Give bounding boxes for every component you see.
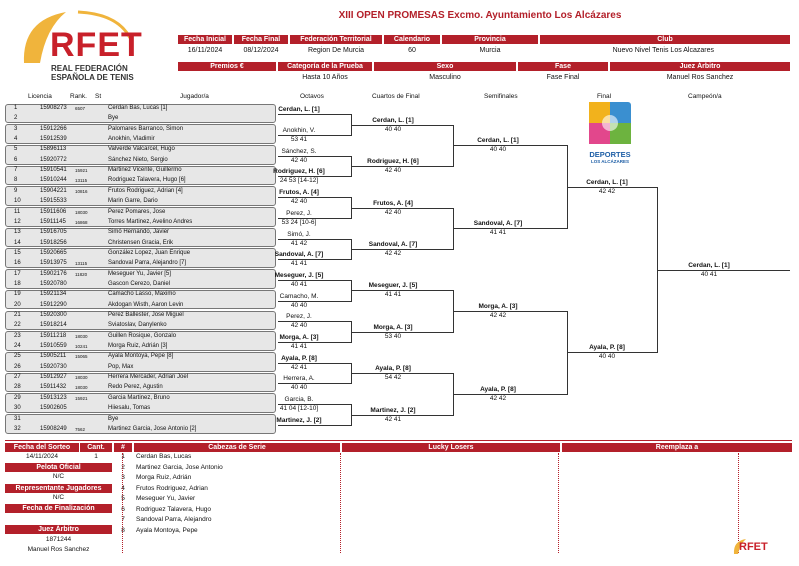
- champion-name: Cerdan, L. [1]: [688, 261, 730, 269]
- player-name: Hiiesalu, Tomas: [108, 405, 151, 412]
- bracket-player: Frutos, A. [4]: [373, 199, 413, 207]
- player-row: [0, 166, 276, 175]
- player-number: 19: [14, 291, 21, 298]
- player-rank: 13115: [75, 178, 88, 184]
- seed-name: Cerdan Bas, Lucas: [136, 453, 192, 460]
- bracket-score: 41 41: [290, 343, 308, 351]
- player-row: [0, 394, 276, 403]
- player-number: 14: [14, 239, 21, 246]
- player-licencia: 15904221: [40, 187, 67, 194]
- bracket-player: Cerdan, L. [1]: [586, 178, 628, 186]
- rfet-logo: [18, 8, 168, 90]
- player-licencia: 15912539: [40, 136, 67, 143]
- player-name: Sánchez Nieto, Sergio: [108, 156, 168, 163]
- player-licencia: 15920665: [40, 249, 67, 256]
- sep-3: [558, 453, 559, 553]
- player-row: [0, 290, 276, 299]
- player-name: Bye: [108, 115, 119, 122]
- bracket-score: 42 40: [384, 208, 402, 216]
- bracket-player: Sandoval, A. [7]: [274, 251, 324, 259]
- player-number: 9: [14, 187, 18, 194]
- info1-header-4: Provincia: [442, 35, 538, 44]
- col-cuartos: Cuartos de Final: [372, 93, 420, 100]
- bracket-score: 41 04 [12-10]: [279, 405, 319, 413]
- player-licencia: 15905211: [40, 353, 67, 360]
- bracket-player: Ayala, P. [8]: [281, 354, 317, 362]
- sponsor-emblem-icon: [585, 100, 635, 148]
- bracket-score: 41 41: [384, 291, 402, 299]
- col-semifinales: Semifinales: [484, 93, 518, 100]
- info1-header-3: Calendario: [384, 35, 440, 44]
- seed-name: Sandoval Parra, Alejandro: [136, 516, 212, 523]
- bracket-player: Rodriguez, H. [6]: [367, 158, 419, 166]
- player-row: [0, 104, 276, 113]
- player-number: 17: [14, 270, 21, 277]
- bracket-score: 42 40: [384, 167, 402, 175]
- bracket-player: Morga, A. [3]: [373, 323, 413, 331]
- player-row: [0, 145, 276, 154]
- player-name: Palomares Barranco, Simon: [108, 125, 184, 132]
- player-licencia: 15915533: [40, 198, 67, 205]
- player-rank: 15921: [75, 168, 88, 174]
- bottom-h-cabezas: Cabezas de Serie: [134, 443, 340, 452]
- player-name: Christensen Gracia, Erik: [108, 239, 174, 246]
- player-row: [0, 208, 276, 217]
- col-campeon: Campeón/a: [688, 93, 722, 100]
- player-row: [0, 187, 276, 196]
- player-row: [0, 342, 276, 351]
- player-row: [0, 404, 276, 413]
- player-row: [0, 197, 276, 206]
- bracket-player: Garcia, B.: [284, 396, 314, 404]
- player-rank: 7562: [75, 426, 86, 432]
- player-row: [0, 249, 276, 258]
- bracket-score: 54 42: [384, 374, 402, 382]
- col-licencia: Licencia: [28, 93, 52, 100]
- player-name: Redo Perez, Agustin: [108, 384, 163, 391]
- player-name: Pop, Max: [108, 363, 134, 370]
- player-number: 1: [14, 105, 18, 111]
- bracket-score: 41 41: [290, 260, 308, 268]
- info2-header-2: Sexo: [374, 62, 516, 71]
- col-jugador: Jugador/a: [180, 93, 209, 100]
- bracket-score: 40 41: [290, 280, 308, 288]
- col-rank: Rank.: [70, 93, 87, 100]
- player-number: 25: [14, 353, 21, 360]
- bracket-score: 42 42: [598, 187, 616, 195]
- player-name: Rodriguez Talavera, Hugo [6]: [108, 177, 186, 184]
- player-row: [0, 228, 276, 237]
- player-licencia: 15912927: [40, 374, 67, 381]
- player-row: [0, 415, 276, 424]
- bracket-score: 40 40: [384, 125, 402, 133]
- player-number: 31: [14, 415, 21, 422]
- info2-value-1: Hasta 10 Años: [302, 74, 348, 81]
- player-name: Torres Martinez, Avelino Andres: [108, 218, 193, 225]
- player-number: 22: [14, 322, 21, 329]
- player-number: 5: [14, 146, 18, 153]
- player-rank: 10241: [75, 344, 88, 350]
- player-licencia: 15911218: [40, 332, 67, 339]
- bracket-score: 53 41: [290, 136, 308, 144]
- bottom-h-cant: Cant.: [80, 443, 112, 452]
- sponsor-logo: [585, 100, 635, 170]
- player-licencia: 15920780: [40, 280, 67, 287]
- bracket-score: 42 42: [384, 249, 402, 257]
- player-number: 13: [14, 229, 21, 236]
- player-row: [0, 114, 276, 123]
- bracket-player: Perez, J.: [286, 313, 312, 321]
- info2-value-2: Masculino: [429, 74, 461, 81]
- col-octavos: Octavos: [300, 93, 324, 100]
- player-row: [0, 156, 276, 165]
- bottom-h-reemplaza: Reemplaza a: [562, 443, 792, 452]
- seed-name: Frutos Rodriguez, Adrian: [136, 484, 208, 492]
- player-name: Anokhin, Vladimir: [108, 136, 155, 143]
- player-number: 24: [14, 343, 21, 350]
- player-name: Bye: [108, 415, 119, 422]
- player-number: 18: [14, 280, 21, 287]
- player-number: 28: [14, 384, 21, 391]
- player-licencia: 15910244: [40, 177, 67, 184]
- logo-line2: ESPAÑOLA DE TENIS: [51, 73, 134, 82]
- player-name: Akdogan Wisth, Aaron Levin: [108, 301, 184, 308]
- bracket-player: Meseguer, J. [5]: [274, 271, 324, 279]
- bracket-score: 40 40: [598, 353, 616, 361]
- player-name: Camacho Lasso, Maximo: [108, 291, 176, 298]
- player-name: Garcia Martinez, Bruno: [108, 394, 170, 401]
- player-number: 15: [14, 249, 21, 256]
- player-licencia: 15896113: [40, 146, 67, 153]
- player-rank: 6507: [75, 106, 86, 111]
- info2-header-0: Premios €: [178, 62, 276, 71]
- player-licencia: 15912266: [40, 125, 67, 132]
- bottom-h-final: Fecha de Finalización: [5, 504, 112, 513]
- player-number: 16: [14, 260, 21, 267]
- seed-number: 4: [121, 484, 125, 492]
- bracket-player: Cerdan, L. [1]: [477, 137, 519, 145]
- player-name: Guillen Rosique, Gonzalo: [108, 332, 177, 339]
- bracket-player: Anokhin, V.: [282, 127, 316, 135]
- player-number: 30: [14, 405, 21, 412]
- bottom-h-sorteo: Fecha del Sorteo: [5, 443, 79, 452]
- seed-number: 5: [121, 495, 125, 502]
- sorteo-date: 14/11/2024: [25, 453, 59, 460]
- info2-header-4: Juez Árbitro: [610, 62, 790, 71]
- player-number: 7: [14, 167, 18, 174]
- info1-value-3: 60: [408, 47, 416, 54]
- bottom-h-lucky: Lucky Losers: [342, 443, 560, 452]
- player-number: 4: [14, 136, 18, 143]
- player-number: 8: [14, 177, 18, 184]
- info1-value-2: Region De Murcia: [307, 47, 365, 54]
- player-licencia: 15902605: [40, 405, 67, 412]
- col-final: Final: [597, 93, 612, 100]
- player-number: 12: [14, 218, 21, 225]
- bracket-player: Perez, J.: [286, 209, 312, 217]
- player-rank: 18030: [75, 375, 88, 381]
- player-licencia: 15910559: [40, 343, 67, 350]
- player-name: Herrera Mercader, Adrian Joel: [108, 374, 189, 381]
- bracket-score: 42 40: [290, 156, 308, 164]
- player-licencia: 15902176: [40, 270, 67, 277]
- bracket-player: Meseguer, J. [5]: [368, 282, 418, 290]
- player-row: [0, 135, 276, 144]
- player-name: González Lopez, Juan Enrique: [108, 249, 191, 256]
- player-row: [0, 270, 276, 279]
- bracket-player: Sandoval, A. [7]: [368, 240, 418, 248]
- sponsor-line2: LOS ALCÁZARES: [590, 159, 630, 164]
- player-row: [0, 280, 276, 289]
- bracket-player: Frutos, A. [4]: [279, 189, 319, 197]
- player-rank: 18030: [75, 333, 88, 339]
- bracket-player: Sandoval, A. [7]: [473, 220, 523, 228]
- player-licencia: 15920772: [40, 156, 67, 163]
- player-rank: 15065: [75, 354, 88, 360]
- player-rank: 10816: [75, 188, 88, 194]
- player-row: [0, 301, 276, 310]
- player-number: 23: [14, 332, 21, 339]
- player-name: Marin Garre, Dario: [108, 198, 158, 205]
- player-licencia: 15913123: [40, 394, 67, 401]
- info1-header-1: Fecha Final: [234, 35, 288, 44]
- bottom-h-juez: Juez Árbitro: [5, 525, 112, 534]
- player-name: Perez Ballester, Jose Miguel: [108, 312, 184, 318]
- bracket-score: 24 53 [14-12]: [279, 177, 319, 185]
- player-name: Valverde Valcarcel, Hugo: [108, 146, 175, 153]
- seed-name: Meseguer Yu, Javier: [136, 495, 196, 502]
- info2-value-3: Fase Final: [546, 74, 580, 81]
- player-number: 32: [14, 425, 21, 432]
- bracket-player: Ayala, P. [8]: [480, 385, 516, 393]
- player-number: 2: [14, 115, 18, 122]
- player-licencia: 15920730: [40, 363, 67, 370]
- logo-brand: RFET: [50, 26, 143, 64]
- bottom-divider: [5, 440, 792, 441]
- bracket-score: 41 41: [489, 229, 507, 237]
- bracket-player: Martinez, J. [2]: [276, 416, 322, 424]
- player-rank: 15921: [75, 395, 88, 401]
- player-number: 29: [14, 394, 21, 401]
- bracket-score: 53 40: [384, 332, 402, 340]
- bracket-player: Camacho, M.: [279, 292, 319, 300]
- bracket-score: 40 40: [290, 301, 308, 309]
- player-rank: 18030: [75, 209, 88, 215]
- bottom-h-num: #: [114, 443, 132, 452]
- player-name: Ayala Montoya, Pepe [8]: [108, 353, 174, 360]
- bracket-player: Cerdan, L. [1]: [372, 116, 414, 124]
- player-number: 20: [14, 301, 21, 308]
- player-number: 6: [14, 156, 18, 163]
- player-row: [0, 383, 276, 392]
- seed-name: Morga Ruiz, Adrián: [136, 474, 192, 481]
- small-logo-brand: RFET: [739, 541, 768, 553]
- tournament-title: XIII OPEN PROMESAS Excmo. Ayuntamiento Los Alcázares: [338, 10, 622, 21]
- player-name: Martinez Garcia, Jose Antonio [2]: [108, 425, 197, 432]
- seed-number: 1: [121, 453, 125, 460]
- player-licencia: 15911432: [40, 384, 67, 391]
- player-licencia: 15910541: [40, 167, 67, 174]
- player-row: [0, 311, 276, 320]
- player-name: Sviatoslav, Danylenko: [108, 322, 167, 329]
- bracket-score: 53 24 [10-6]: [281, 218, 317, 226]
- player-name: Perez Pomares, Jose: [108, 208, 166, 215]
- bracket-player: Ayala, P. [8]: [375, 365, 411, 373]
- player-rank: 16868: [75, 219, 88, 225]
- repr-value: N/C: [52, 494, 65, 501]
- player-number: 3: [14, 125, 18, 132]
- sep-2: [340, 453, 341, 553]
- player-licencia: 15916705: [40, 229, 67, 236]
- bracket-score: 42 40: [290, 198, 308, 206]
- bracket-player: Rodriguez, H. [6]: [273, 168, 325, 176]
- bracket-score: 42 41: [384, 415, 402, 423]
- logo-line1: REAL FEDERACIÓN: [51, 64, 128, 73]
- info1-header-2: Federación Territorial: [290, 35, 382, 44]
- player-name: Simó Hernando, Javier: [108, 229, 170, 236]
- bracket-player: Martinez, J. [2]: [370, 406, 416, 414]
- player-row: [0, 363, 276, 372]
- bracket-score: 40 40: [489, 146, 507, 154]
- bracket-player: Cerdan, L. [1]: [278, 106, 320, 114]
- info1-value-0: 16/11/2024: [187, 47, 223, 54]
- player-licencia: 15911606: [40, 208, 67, 215]
- bracket-player: Sánchez, S.: [281, 147, 317, 155]
- seed-number: 3: [121, 474, 125, 481]
- bracket-player: Morga, A. [3]: [279, 334, 319, 342]
- bracket-score: 42 41: [290, 363, 308, 371]
- player-name: Frutos Rodriguez, Adrian [4]: [108, 187, 183, 194]
- cant-value: 1: [94, 453, 98, 460]
- player-licencia: 15921134: [40, 291, 67, 298]
- player-row: [0, 239, 276, 248]
- champion-score: 40 41: [700, 270, 718, 278]
- player-name: Meseguer Yu, Javier [5]: [108, 270, 171, 277]
- player-licencia: 15918214: [40, 322, 67, 329]
- bracket-player: Ayala, P. [8]: [589, 344, 625, 352]
- bracket-line: [278, 114, 352, 115]
- player-rank: 18030: [75, 385, 88, 391]
- bottom-h-pelota: Pelota Oficial: [5, 463, 112, 472]
- player-number: 11: [14, 208, 21, 215]
- bracket-score: 42 40: [290, 322, 308, 330]
- player-row: [0, 125, 276, 134]
- seed-name: Ayala Montoya, Pepe: [136, 526, 198, 534]
- bracket-score: 40 40: [290, 384, 308, 392]
- player-licencia: 15911145: [40, 218, 66, 225]
- bottom-h-repr: Representante Jugadores: [5, 484, 112, 493]
- bracket-score: 42 42: [489, 312, 507, 319]
- player-number: 21: [14, 312, 21, 318]
- player-rank: 11820: [75, 271, 88, 277]
- rfet-small-logo: [732, 538, 772, 558]
- player-number: 26: [14, 363, 21, 370]
- player-name: Cerdan Bas, Lucas [1]: [108, 105, 168, 111]
- player-licencia: 15912290: [40, 301, 67, 308]
- player-licencia: 15908249: [40, 425, 67, 432]
- bracket-player: Morga, A. [3]: [478, 303, 518, 310]
- pelota-value: N/C: [52, 473, 65, 480]
- player-name: Sandoval Parra, Alejandro [7]: [108, 260, 187, 267]
- sep-1: [122, 453, 123, 553]
- player-number: 27: [14, 374, 21, 381]
- player-licencia: 15920300: [40, 312, 67, 318]
- info2-value-4: Manuel Ros Sanchez: [666, 74, 734, 81]
- player-row: [0, 259, 276, 268]
- info2-value-0: [178, 73, 276, 82]
- player-number: 10: [14, 198, 21, 205]
- seed-number: 2: [121, 463, 125, 471]
- juez-name: Manuel Ros Sanchez: [27, 546, 90, 553]
- bracket-line: [278, 425, 352, 426]
- seed-number: 7: [121, 516, 125, 523]
- juez-id: 1871244: [45, 536, 72, 543]
- info1-value-1: 08/12/2024: [243, 47, 279, 54]
- player-licencia: 15918256: [40, 239, 67, 246]
- bracket-player: Herrera, A.: [283, 375, 315, 383]
- player-rank: 13115: [75, 261, 88, 267]
- player-name: Martinez Vicente, Guillermo: [108, 167, 182, 174]
- info2-header-3: Fase: [518, 62, 608, 71]
- info2-header-1: Categoría de la Prueba: [278, 62, 372, 71]
- info1-header-0: Fecha Inicial: [178, 35, 232, 44]
- bracket-score: 42 42: [489, 394, 507, 402]
- seed-name: Rodriguez Talavera, Hugo: [136, 505, 212, 513]
- player-name: Gascon Cerezo, Daniel: [108, 280, 171, 287]
- player-row: [0, 332, 276, 341]
- info1-value-4: Murcia: [479, 47, 501, 54]
- seed-number: 6: [121, 505, 125, 513]
- bracket-player: Simó, J.: [287, 230, 311, 238]
- sponsor-line1: DEPORTES: [589, 150, 631, 159]
- player-licencia: 15913975: [40, 260, 67, 267]
- info1-header-5: Club: [540, 35, 790, 44]
- player-row: [0, 218, 276, 227]
- player-row: [0, 425, 276, 434]
- seed-name: Martinez Garcia, Jose Antonio: [136, 463, 223, 471]
- seed-number: 8: [121, 526, 125, 534]
- bracket-score: 41 42: [290, 239, 308, 247]
- player-row: [0, 373, 276, 382]
- col-st: St: [95, 93, 102, 100]
- player-licencia: 15908273: [40, 105, 67, 111]
- player-row: [0, 321, 276, 330]
- player-row: [0, 176, 276, 185]
- player-row: [0, 352, 276, 361]
- info1-value-5: Nuevo Nivel Tenis Los Alcazares: [612, 47, 714, 54]
- player-name: Morga Ruiz, Adrián [3]: [108, 343, 168, 350]
